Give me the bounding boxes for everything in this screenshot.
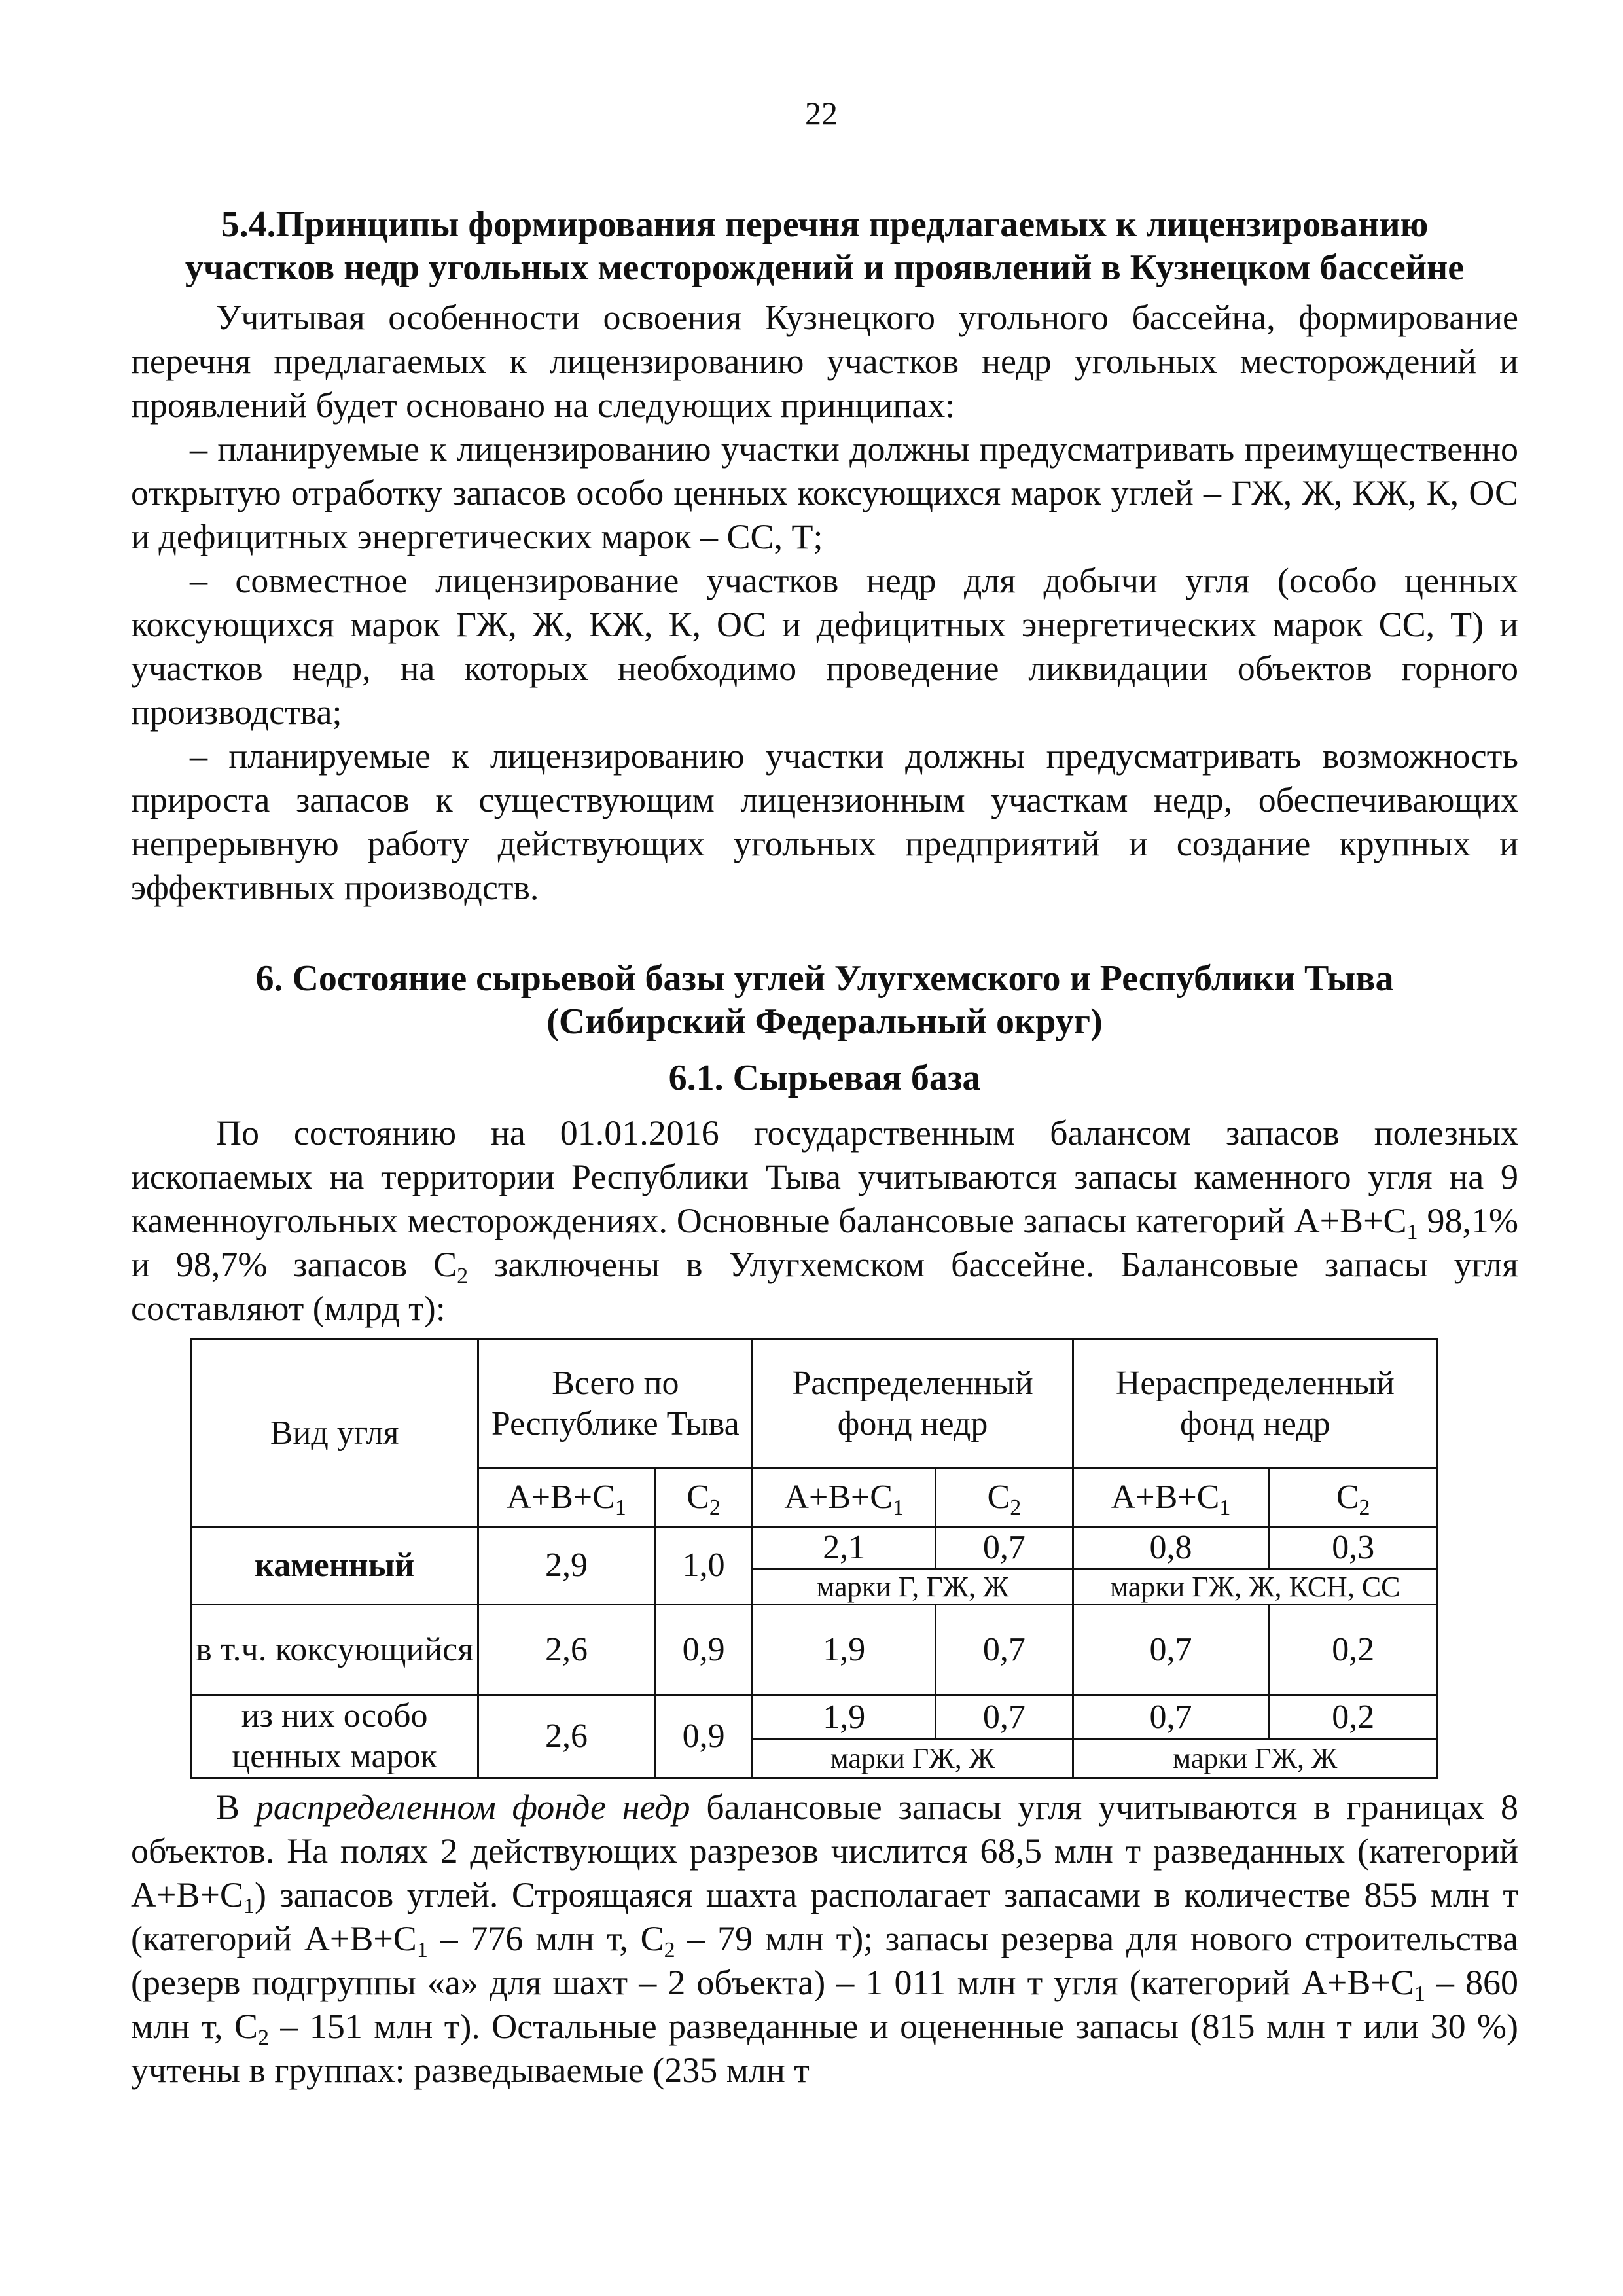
cell: 2,6 [478,1605,655,1695]
raw-base-paragraph: По состоянию на 01.01.2016 государственным балансом запасов полезных ископаемых на территории Республики Тыва учитываются запасы каменного угля на 9 каменноугольных месторождениях. Основные балансовые запасы категорий $А+В+С_1$ 98,1% и 98,7% запасов $С_2$ заключены в Улугхемском бассейне. Балансовые запасы угля составляют (млрд т): [131,1113,1518,1328]
heading-line: 5.4.Принципы формирования перечня предлагаемых к лицензированию [221,204,1429,245]
principle-item: – планируемые к лицензированию участки должны предусматривать возможность прироста запасов к существующим лицензионным участкам недр, обеспечивающих непрерывную работу действующих угольных предприятий и создание крупных и эффективных производств. [131,736,1518,907]
cell: 0,8 [1073,1527,1269,1570]
cell: 0,3 [1269,1527,1438,1570]
header-distributed: Распределенный фонд недр [753,1340,1073,1468]
principle-item: – планируемые к лицензированию участки должны предусматривать преимущественно открытую отработку запасов особо ценных коксующихся марок углей – ГЖ, Ж, КЖ, К, ОС и дефицитных энергетических марок – СС, Т; [131,429,1518,556]
section-6-heading [131,957,1518,1043]
grade-note: марки ГЖ, Ж [753,1740,1073,1778]
row-name: из них особо ценных марок [191,1695,478,1778]
cell: 0,9 [654,1605,753,1695]
cell: 2,9 [478,1527,655,1605]
distributed-fund-paragraph: В распределенном фонде недр балансовые запасы угля учитываются в границах 8 объектов. На полях 2 действующих разрезов числится 68,5 млн т разведанных (категорий $А+В+С_1$) запасов углей. Строящаяся шахта располагает запасами в количестве 855 млн т (категорий $А+В+С_1 - 776$ млн т, $С_2 - 79$ млн т); запасы резерва для нового строительства (резерв подгруппы «а» для шахт – 2 объекта) – 1 011 млн т угля (категорий $А+В+С_1 - 860$ млн т, $С_2 - 151$ млн т). Остальные разведанные и оцененные запасы (815 млн т или 30 %) учтены в группах: разведываемые (235 млн т [131,1787,1519,2090]
cell: 0,2 [1269,1695,1438,1740]
table-row [191,1605,1438,1695]
section-6-1-heading: 6.1. Сырьевая база [668,1058,981,1098]
subheader-c2: $С_2$ [1269,1468,1438,1527]
row-name: каменный [191,1527,478,1605]
header-coal-type: Вид угля [191,1340,478,1527]
subheader-c2: $С_2$ [654,1468,753,1527]
cell: 0,7 [936,1605,1073,1695]
subheader-c2: $С_2$ [936,1468,1073,1527]
intro-paragraph: Учитывая особенности освоения Кузнецкого угольного бассейна, формирование перечня предлагаемых к лицензированию участков недр угольных месторождений и проявлений будет основано на следующих принципах: [131,298,1518,425]
section-5-4 [131,203,1518,910]
reserves-table [190,1338,1438,1779]
header-undistributed: Нераспределенный фонд недр [1073,1340,1437,1468]
subheader-abc: $А+В+С_1$ [753,1468,936,1527]
principle-item: – совместное лицензирование участков недр для добычи угля (особо ценных коксующихся марок ГЖ, Ж, КЖ, К, ОС и дефицитных энергетических марок СС, Т) и участков недр, на которых необходимо проведение ликвидации объектов горного производства; [131,561,1518,732]
header-total: Всего по Республике Тыва [478,1340,753,1468]
subheader-abc: $А+В+С_1$ [478,1468,655,1527]
table-row [191,1527,1438,1570]
table-header-row [191,1340,1438,1468]
cell: 0,2 [1269,1605,1438,1695]
cell: 0,7 [936,1695,1073,1740]
cell: 0,7 [1073,1695,1269,1740]
cell: 2,1 [753,1527,936,1570]
row-name: в т.ч. коксующийся [191,1605,478,1695]
after-table-section [131,1785,1518,2092]
cell: 1,9 [753,1605,936,1695]
subheader-abc: $А+В+С_1$ [1073,1468,1269,1527]
cell: 0,7 [936,1527,1073,1570]
grade-note: марки Г, ГЖ, Ж [753,1570,1073,1605]
page-number: 22 [805,95,838,132]
cell: 1,0 [654,1527,753,1605]
grade-note: марки ГЖ, Ж [1073,1740,1437,1778]
grade-note: марки ГЖ, Ж, КСН, СС [1073,1570,1437,1605]
cell: 2,6 [478,1695,655,1778]
section-5-4-heading [131,203,1518,289]
cell: 0,9 [654,1695,753,1778]
cell: 0,7 [1073,1605,1269,1695]
cell: 1,9 [753,1695,936,1740]
heading-line: 6. Состояние сырьевой базы углей Улугхемского и Республики Тыва [255,958,1394,999]
heading-line: участков недр угольных месторождений и проявлений в Кузнецком бассейне [185,247,1465,288]
heading-line: (Сибирский Федеральный округ) [546,1001,1103,1042]
section-6 [131,957,1518,1331]
table-row [191,1695,1438,1740]
